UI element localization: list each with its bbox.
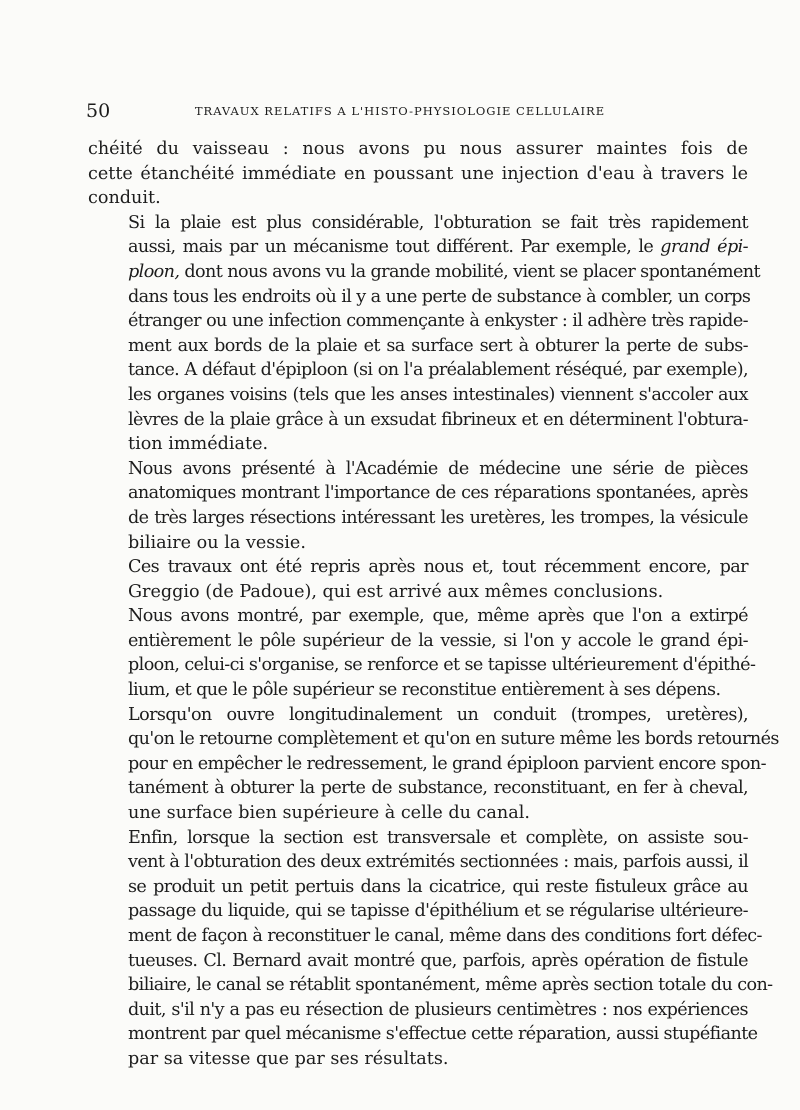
text-segment: dont nous avons vu la grande mobilité, vient se placer spontanément [179, 261, 760, 282]
text-line: par sa vitesse que par ses résultats. [128, 1048, 449, 1069]
text-line [88, 235, 748, 260]
text-line: pour en empêcher le redressement, le grand épiploon parvient encore spon- [128, 753, 766, 774]
italic-term: ploon, [128, 261, 180, 282]
page-number: 50 [86, 100, 111, 122]
text-line: anatomiques montrant l'importance de ces réparations spontanées, après [128, 483, 748, 504]
text-line: tance. A défaut d'épiploon (si on l'a préalablement réséqué, par exemple), [128, 360, 748, 381]
paragraph-6 [88, 703, 779, 826]
text-line: cette étanchéité immédiate en poussant une injection d'eau à travers le [88, 163, 748, 184]
text-line: passage du liquide, qui se tapisse d'épithélium et se régularise ultérieure- [128, 901, 748, 922]
text-line: tanément à obturer la perte de substance, reconstituant, en fer à cheval, [128, 778, 748, 799]
running-title: TRAVAUX RELATIFS A L'HISTO-PHYSIOLOGIE CELLULAIRE [194, 104, 606, 118]
text-line: conduit. [88, 188, 161, 209]
text-line: biliaire, le canal se rétablit spontanément, même après section totale du con- [128, 975, 773, 996]
text-line: entièrement le pôle supérieur de la vessie, si l'on y accole le grand épi- [128, 630, 748, 651]
italic-term: grand épi- [660, 237, 748, 258]
text-line: de très larges résections intéressant les uretères, les trompes, la vésicule [128, 507, 748, 528]
text-line: Enfin, lorsque la section est transversale et complète, on assiste sou- [128, 827, 748, 848]
text-line: Greggio (de Padoue), qui est arrivé aux mêmes conclusions. [128, 581, 664, 602]
paragraph-4 [88, 555, 748, 604]
text-line: dans tous les endroits où il y a une perte de substance à combler, un corps [128, 286, 751, 307]
text-line: une surface bien supérieure à celle du canal. [128, 803, 530, 824]
text-line: ploon, celui-ci s'organise, se renforce et se tapisse ultérieurement d'épithé- [128, 655, 756, 676]
paragraph-7 [88, 826, 773, 1072]
text-line: Lorsqu'on ouvre longitudinalement un conduit (trompes, uretères), [128, 704, 748, 725]
text-line: tueuses. Cl. Bernard avait montré que, parfois, après opération de fistule [128, 950, 748, 971]
text-line: étranger ou une infection commençante à enkyster : il adhère très rapide- [128, 311, 748, 332]
text-line: ment de façon à reconstituer le canal, même dans des conditions fort défec- [128, 926, 762, 946]
text-line: se produit un petit pertuis dans la cicatrice, qui reste fistuleux grâce au [128, 876, 748, 897]
text-line: lium, et que le pôle supérieur se reconstitue entièrement à ses dépens. [128, 680, 721, 701]
paragraph-5 [88, 604, 756, 702]
text-line: les organes voisins (tels que les anses intestinales) viennent s'accoler aux [128, 384, 748, 405]
paragraph-2 [88, 211, 760, 457]
body-text [88, 137, 779, 1072]
text-line: chéité du vaisseau : nous avons pu nous assurer maintes fois de [88, 139, 748, 159]
running-head [86, 100, 714, 124]
text-line: montrent par quel mécanisme s'effectue cette réparation, aussi stupéfiante [128, 1024, 758, 1045]
text-line: lèvres de la plaie grâce à un exsudat fibrineux et en déterminent l'obtura- [128, 409, 748, 430]
paragraph-3 [88, 457, 748, 555]
text-line: Ces travaux ont été repris après nous et, tout récemment encore, par [128, 557, 748, 578]
text-segment: aussi, mais par un mécanisme tout différent. Par exemple, le [128, 237, 661, 258]
text-line: ment aux bords de la plaie et sa surface sert à obturer la perte de subs- [128, 335, 748, 356]
text-line: Nous avons présenté à l'Académie de médecine une série de pièces [128, 458, 748, 479]
text-line: biliaire ou la vessie. [128, 532, 306, 553]
text-line: Si la plaie est plus considérable, l'obturation se fait très rapidement [128, 212, 748, 233]
paragraph-1 [88, 137, 748, 211]
text-line: vent à l'obturation des deux extrémités sectionnées : mais, parfois aussi, il [128, 852, 749, 873]
text-line [88, 260, 760, 285]
text-line: qu'on le retourne complètement et qu'on en suture même les bords retournés [128, 729, 779, 750]
text-line: duit, s'il n'y a pas eu résection de plusieurs centimètres : nos expériences [128, 999, 748, 1020]
text-line: tion immédiate. [128, 434, 269, 455]
text-line: Nous avons montré, par exemple, que, même après que l'on a extirpé [128, 606, 748, 627]
